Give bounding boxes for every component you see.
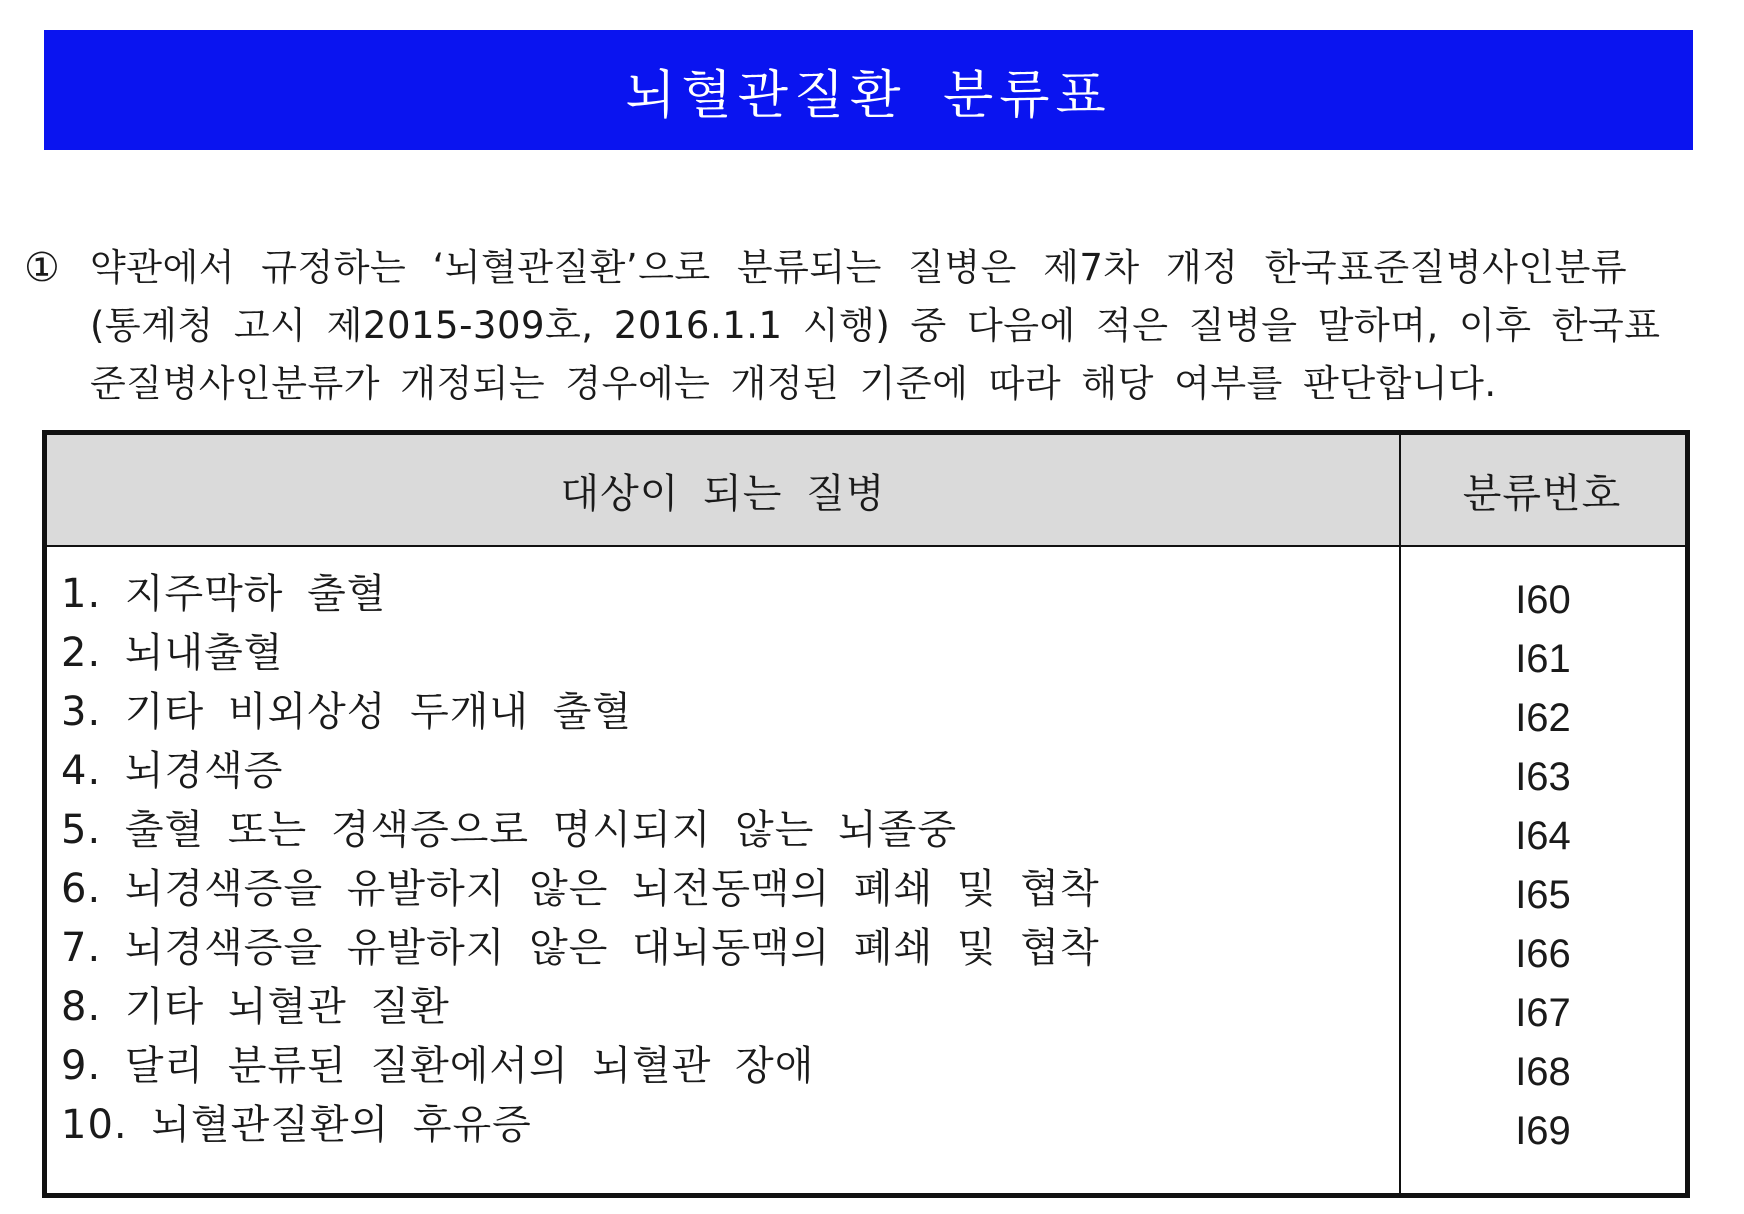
title-banner (44, 30, 1693, 150)
row-disease: 5. 출혈 또는 경색증으로 명시되지 않는 뇌졸중 (61, 807, 957, 853)
clause-number: ① (24, 245, 60, 291)
table-row (47, 683, 1685, 742)
table-row (47, 978, 1685, 1037)
table-row (47, 742, 1685, 801)
row-code: I67 (1515, 991, 1571, 1035)
table-row (47, 624, 1685, 683)
row-disease: 9. 달리 분류된 질환에서의 뇌혈관 장애 (61, 1043, 815, 1089)
header-disease: 대상이 되는 질병 (560, 470, 886, 517)
row-disease: 1. 지주막하 출혈 (61, 571, 387, 617)
table-row (47, 565, 1685, 624)
clause-line: (통계청 고시 제2015-309호, 2016.1.1 시행) 중 다음에 적은 질병을 말하며, 이후 한국표 (90, 304, 1661, 347)
clause-line: 준질병사인분류가 개정되는 경우에는 개정된 기준에 따라 해당 여부를 판단합니다. (90, 362, 1497, 405)
row-code: I60 (1515, 578, 1571, 622)
page-title: 뇌혈관질환 분류표 (625, 65, 1112, 126)
table-row (47, 1037, 1685, 1096)
clause-line: 약관에서 규정하는 ‘뇌혈관질환’으로 분류되는 질병은 제7차 개정 한국표준질병사인분류 (90, 246, 1628, 289)
row-disease: 8. 기타 뇌혈관 질환 (61, 984, 450, 1030)
row-code: I62 (1515, 696, 1571, 740)
row-disease: 3. 기타 비외상성 두개내 출혈 (61, 689, 633, 735)
row-disease: 10. 뇌혈관질환의 후유증 (61, 1102, 532, 1148)
row-disease: 6. 뇌경색증을 유발하지 않은 뇌전동맥의 폐쇄 및 협착 (61, 866, 1100, 912)
classification-table (42, 430, 1690, 1198)
row-disease: 7. 뇌경색증을 유발하지 않은 대뇌동맥의 폐쇄 및 협착 (61, 925, 1100, 971)
row-code: I68 (1515, 1050, 1571, 1094)
row-code: I66 (1515, 932, 1571, 976)
table-row (47, 860, 1685, 919)
table-body (47, 547, 1685, 1193)
table-row (47, 919, 1685, 978)
table-header (47, 435, 1685, 547)
row-code: I65 (1515, 873, 1571, 917)
row-code: I64 (1515, 814, 1571, 858)
row-disease: 2. 뇌내출혈 (61, 630, 284, 676)
row-code: I61 (1515, 637, 1571, 681)
header-code: 분류번호 (1462, 470, 1622, 517)
row-code: I63 (1515, 755, 1571, 799)
table-row (47, 1096, 1685, 1155)
table-row (47, 801, 1685, 860)
row-code: I69 (1515, 1109, 1571, 1153)
row-disease: 4. 뇌경색증 (61, 748, 284, 794)
